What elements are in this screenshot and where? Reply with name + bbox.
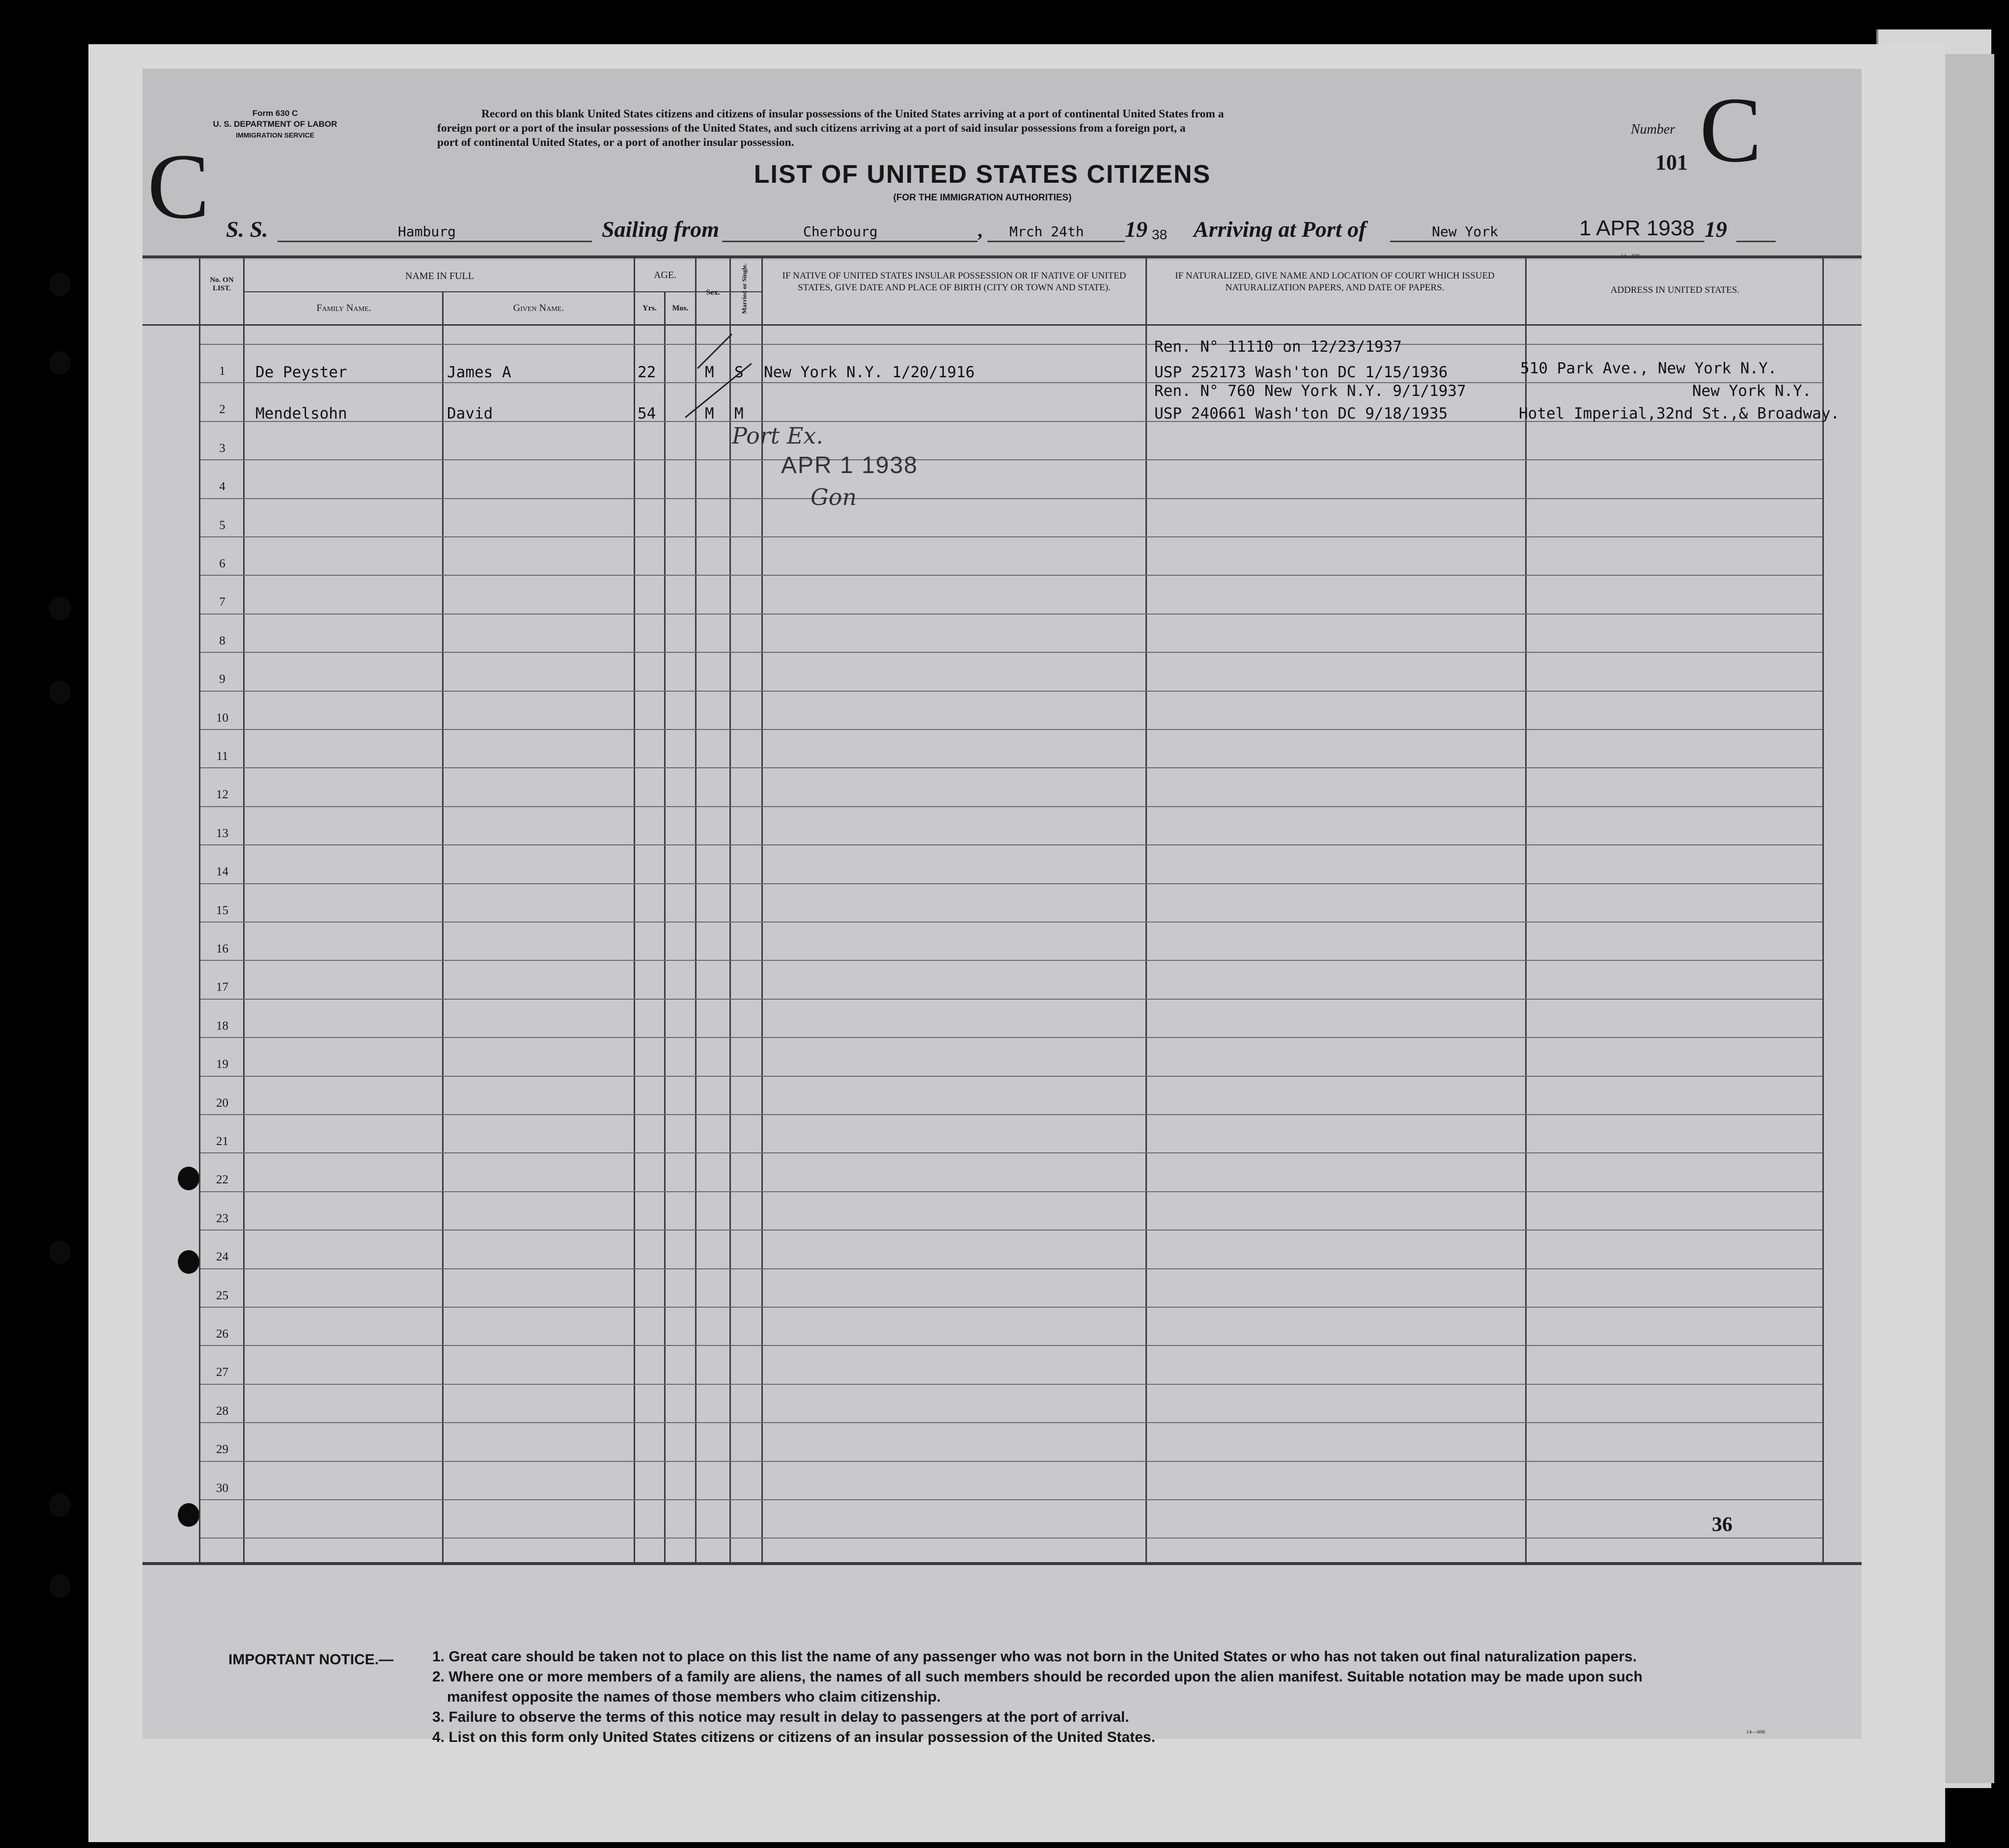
row-line: [200, 960, 1822, 961]
row-line: [200, 767, 1822, 768]
entry-1-given-name: James A: [447, 364, 511, 381]
page-number: 36: [1712, 1513, 1732, 1536]
row-number: 6: [219, 557, 225, 570]
row-number: 30: [216, 1482, 228, 1495]
row-number: 2: [219, 403, 225, 416]
row-line: [200, 729, 1822, 730]
row-number: 20: [216, 1096, 228, 1110]
table-top-border: [142, 255, 1862, 258]
printer-mark-bottom: 14—606: [1746, 1729, 1765, 1735]
entry-2-age: 54: [638, 405, 656, 422]
entry-1-family-name: De Peyster: [255, 364, 347, 381]
entry-1-birth: New York N.Y. 1/20/1916: [764, 364, 975, 381]
entry-1-address: 510 Park Ave., New York N.Y.: [1520, 360, 1777, 377]
row-line: [200, 498, 1822, 499]
underlying-page-edge: [1940, 54, 1994, 1783]
entry-1-marital: S: [734, 364, 744, 381]
row-line: [200, 1345, 1822, 1346]
row-line: [200, 614, 1822, 615]
row-number: 15: [216, 904, 228, 917]
row-number: 9: [219, 672, 225, 686]
row-line: [200, 1461, 1822, 1462]
port-from: Cherbourg: [803, 224, 878, 240]
binder-hole: [178, 1503, 199, 1527]
row-number: 7: [219, 595, 225, 609]
row-line: [200, 999, 1822, 1000]
row-number: 5: [219, 519, 225, 532]
row-line: [200, 883, 1822, 884]
row-number: 13: [216, 827, 228, 840]
header-yrs: Yrs.: [642, 304, 657, 312]
header-age: AGE.: [653, 270, 677, 280]
row-line: [200, 1230, 1822, 1231]
row-line: [200, 459, 1822, 460]
entry-2-family-name: Mendelsohn: [255, 405, 347, 422]
row-number: 3: [219, 442, 225, 455]
row-line: [200, 1191, 1822, 1192]
row-line: [200, 1152, 1822, 1153]
notice-item: 4. List on this form only United States citizens or citizens of an insular possession of the United States.: [432, 1729, 1155, 1745]
binder-hole: [178, 1250, 199, 1274]
letter-left: C: [147, 135, 210, 238]
row-number: 16: [216, 942, 228, 955]
row-number: 19: [216, 1058, 228, 1071]
notice-item: 2. Where one or more members of a family are aliens, the names of all such members should be recorded upon the alien manifest. Suitable notation may be made upon such: [432, 1669, 1643, 1685]
number-label: Number: [1631, 122, 1675, 137]
arrival-date-stamp: 1 APR 1938: [1579, 216, 1695, 240]
ss-label: S. S.: [226, 217, 268, 242]
row-line: [200, 1422, 1822, 1423]
service-name: IMMIGRATION SERVICE: [236, 131, 314, 139]
row-line: [200, 844, 1822, 845]
header-given-name: Given Name.: [513, 303, 564, 313]
header-address: ADDRESS IN UNITED STATES.: [1610, 285, 1740, 295]
binder-hole: [49, 351, 71, 375]
row-line: [200, 1268, 1822, 1269]
form-number: Form 630 C: [252, 109, 298, 118]
stamp-handwriting-top: Port Ex.: [732, 422, 824, 449]
row-number: 4: [219, 480, 225, 493]
check-marks: [678, 324, 756, 422]
page-subtitle: (FOR THE IMMIGRATION AUTHORITIES): [893, 193, 1072, 203]
header-native: IF NATIVE OF UNITED STATES INSULAR POSSESSION OR IF NATIVE OF UNITED STATES, GIVE DATE AND PLACE OF BIRTH (CITY OR TOWN AND STATE).: [782, 271, 1126, 293]
notice-items: [432, 1647, 1643, 1747]
binder-hole: [49, 1240, 71, 1264]
row-number: 21: [216, 1135, 228, 1148]
letter-right: C: [1700, 79, 1762, 182]
row-number: 29: [216, 1443, 228, 1456]
sailing-date: Mrch 24th: [1009, 224, 1084, 240]
binder-hole: [49, 1493, 71, 1517]
inspection-stamp-date: APR 1 1938: [781, 452, 918, 478]
header-no-on-list: No. ON LIST.: [210, 276, 234, 292]
row-number: 22: [216, 1173, 228, 1186]
row-line: [200, 1307, 1822, 1308]
row-number: 12: [216, 788, 228, 801]
year-prefix: 19: [1125, 217, 1147, 242]
row-number: 28: [216, 1404, 228, 1418]
arriving-label: Arriving at Port of: [1194, 217, 1367, 242]
list-number: 101: [1655, 150, 1688, 174]
row-line: [200, 1076, 1822, 1077]
binder-hole: [49, 273, 71, 296]
instruction-line: Record on this blank United States citizens and citizens of insular possessions of the United States arriving at a port of continental United States from a: [481, 108, 1224, 120]
sailing-label: Sailing from: [602, 217, 720, 242]
instruction-line: foreign port or a port of the insular possessions of the United States, and such citizens arriving at a port of said insular possessions from a foreign port, a: [437, 122, 1186, 135]
row-number: 27: [216, 1366, 228, 1379]
entry-2-naturalized-papers: USP 240661 Wash'ton DC 9/18/1935: [1154, 405, 1448, 422]
entry-2-sex: M: [705, 405, 714, 422]
sailing-year: 38: [1152, 227, 1168, 242]
entry-1-age: 22: [638, 364, 656, 381]
year-prefix-2: 19: [1704, 217, 1727, 242]
row-number: 25: [216, 1289, 228, 1302]
row-line: [200, 1037, 1822, 1038]
row-line: [200, 1499, 1822, 1500]
row-line: [200, 536, 1822, 537]
page-title: LIST OF UNITED STATES CITIZENS: [753, 160, 1211, 189]
row-line: [200, 344, 1822, 345]
notice-item: 3. Failure to observe the terms of this notice may result in delay to passengers at the port of arrival.: [432, 1709, 1129, 1725]
row-line: [200, 652, 1822, 653]
header-mos: Mos.: [672, 304, 689, 312]
header-married-single: Married or Single.: [740, 263, 748, 314]
ship-name: Hamburg: [398, 224, 456, 240]
header-sex: Sex.: [706, 288, 720, 297]
entry-2-marital: M: [734, 405, 744, 422]
header-family-name: Family Name.: [316, 303, 371, 313]
row-line: [200, 1114, 1822, 1115]
entry-1-naturalized-papers: USP 252173 Wash'ton DC 1/15/1936: [1154, 364, 1448, 381]
table-bottom-border: [142, 1562, 1862, 1565]
entry-2-given-name: David: [447, 405, 493, 422]
row-number: 10: [216, 711, 228, 725]
binder-hole: [49, 597, 71, 620]
entry-2-naturalized-renewal: Ren. N° 760 New York N.Y. 9/1/1937: [1154, 382, 1466, 400]
row-line: [200, 1384, 1822, 1385]
entry-2-address-city: New York N.Y.: [1692, 382, 1812, 400]
notice-item: 1. Great care should be taken not to place on this list the name of any passenger who was not born in the United States or who has not taken out final naturalization papers.: [432, 1649, 1637, 1665]
entry-2-address-street: Hotel Imperial,32nd St.,& Broadway.: [1519, 405, 1840, 422]
notice-label: IMPORTANT NOTICE.—: [228, 1652, 394, 1668]
row-number: 24: [216, 1250, 228, 1263]
row-number: 17: [216, 980, 228, 994]
notice-item: manifest opposite the names of those members who claim citizenship.: [447, 1689, 941, 1705]
instruction-line: port of continental United States, or a port of another insular possession.: [437, 136, 794, 149]
row-number: 26: [216, 1327, 228, 1341]
stamp-handwriting-bottom: Gon: [810, 484, 857, 510]
entry-1-sex: M: [705, 364, 714, 381]
header-name-in-full: NAME IN FULL: [405, 271, 474, 281]
row-line: [200, 575, 1822, 576]
department-name: U. S. DEPARTMENT OF LABOR: [213, 119, 337, 129]
binder-hole: [178, 1167, 199, 1190]
row-line: [200, 382, 1822, 383]
instructions: [437, 107, 1567, 150]
header-naturalized: IF NATURALIZED, GIVE NAME AND LOCATION OF COURT WHICH ISSUED NATURALIZATION PAPERS, AND DATE OF PAPERS.: [1175, 271, 1495, 293]
port-arrival: New York: [1432, 224, 1498, 240]
row-line: [200, 691, 1822, 692]
binder-hole: [49, 680, 71, 704]
row-line: [200, 922, 1822, 923]
row-line: [200, 1538, 1822, 1539]
binder-hole: [49, 1574, 71, 1598]
row-number: 14: [216, 865, 228, 878]
row-number: 8: [219, 634, 225, 647]
row-number: 1: [219, 364, 225, 378]
row-line: [200, 806, 1822, 807]
row-number: 18: [216, 1019, 228, 1033]
entry-1-naturalized-renewal: Ren. N° 11110 on 12/23/1937: [1154, 338, 1402, 356]
manifest-form: [142, 69, 1862, 1739]
row-number: 23: [216, 1212, 228, 1225]
row-number: 11: [216, 750, 228, 763]
